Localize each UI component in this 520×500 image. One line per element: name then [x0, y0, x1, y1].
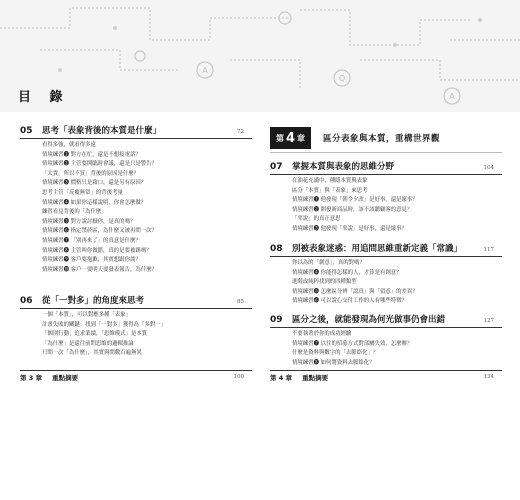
list-item[interactable]: 情境練習❹ 你能得怎樣的人，才算是有創意？ — [292, 269, 402, 276]
section-header — [270, 158, 502, 172]
list-item[interactable]: 不要執著於你的成功經驗 — [292, 331, 352, 337]
list-item[interactable]: 練習看見背後的「為什麼」 — [42, 209, 107, 216]
toc-title: 目 錄 — [18, 90, 70, 105]
list-item[interactable]: 什麼是資料與數字的「去脈絡化」？ — [292, 350, 379, 357]
section-page-number: 104 — [483, 165, 494, 171]
section-item-list — [20, 141, 252, 275]
list-item[interactable]: 情境練習❶ 對方在忙，還是不想接電話？ — [42, 151, 141, 158]
chapter-summary-title: 重點摘要 — [302, 373, 329, 382]
list-item[interactable]: 思考主管「反覆無常」的背後考量 — [42, 189, 123, 196]
section-divider — [20, 308, 252, 309]
chapter-4-heading[interactable] — [270, 126, 440, 150]
toc-section-07 — [270, 158, 502, 235]
list-item[interactable]: 情境練習❻ 指定禁菸區，為什麼又被再問一次？ — [42, 228, 157, 235]
section-header — [20, 292, 252, 306]
list-item[interactable]: 情境練習❿ 客戶⋯要明天要發表報告，為什麼？ — [42, 266, 157, 273]
chapter-title: 區分表象與本質，重構世界觀 — [323, 134, 441, 144]
chapter-3-summary[interactable] — [20, 370, 252, 384]
list-item[interactable]: 情境練習❷ 主管要開臨時會議，還是只是警告？ — [42, 161, 157, 168]
section-divider — [270, 256, 502, 257]
list-item[interactable]: 情境練習❻ 可以說心交付工作的人有哪些特徵？ — [292, 298, 407, 305]
chapter-label: 第 4 章 — [270, 373, 293, 382]
list-item[interactable]: 區分「本質」與「表象」來思考 — [292, 187, 368, 194]
list-item[interactable]: 情境練習❼ 以往的招募方式對部屬失效，怎麼辦？ — [292, 340, 413, 347]
list-item[interactable]: 「辜說」的真正意思 — [292, 216, 341, 223]
section-header — [270, 311, 502, 325]
toc-section-05 — [20, 122, 252, 275]
list-item[interactable]: 情境練習❷ 開發新商品時，該不該聽顧客的意見？ — [292, 206, 413, 213]
list-item[interactable]: 進階或純粹找到的四種類型 — [292, 279, 357, 286]
list-item[interactable]: 「為什麼」是還往前問思維的邏輯推論 — [42, 340, 134, 347]
chapter-label-suffix: 章 — [297, 133, 306, 143]
section-title[interactable]: 別被表象迷惑：用追問思維重新定義「常識」 — [292, 244, 463, 254]
section-divider — [270, 174, 502, 175]
toc-section-08 — [270, 240, 502, 307]
section-title[interactable]: 思考「表象背後的本質是什麼」 — [42, 126, 162, 136]
section-divider — [270, 327, 502, 328]
decorative-path-pattern — [0, 0, 520, 112]
chapter-divider — [270, 370, 502, 371]
chapter-4-badge — [270, 127, 311, 149]
right-page — [270, 112, 502, 382]
section-item-list — [270, 330, 502, 368]
chapter-summary-title: 重點摘要 — [52, 373, 79, 382]
section-item-list — [20, 311, 252, 359]
section-page-number: 117 — [483, 247, 494, 253]
svg-text:A: A — [202, 66, 208, 75]
section-divider — [20, 138, 252, 139]
section-number: 09 — [270, 315, 283, 325]
list-item[interactable]: 情境練習❺ 對方說討厭你，是真的嗎？ — [42, 218, 136, 225]
section-item-list — [270, 259, 502, 307]
section-number: 06 — [20, 296, 33, 306]
list-item[interactable]: 情境練習❶ 他發現「朝令夕改」是好事，還是壞事？ — [292, 197, 418, 204]
list-item[interactable]: 一個「本質」，可以對應多種「表象」 — [42, 312, 131, 318]
section-number: 05 — [20, 126, 33, 136]
section-title[interactable]: 區分之後，就能發現為何光做事仍會出錯 — [292, 315, 446, 325]
section-header — [270, 240, 502, 254]
section-item-list — [270, 177, 502, 235]
toc-section-09 — [270, 311, 502, 368]
chapter-label-prefix: 第 — [276, 133, 284, 143]
section-number: 08 — [270, 244, 283, 254]
list-item[interactable]: 情境練習❾ 客戶要抱歉，其實想跟你談？ — [42, 257, 141, 264]
svg-text:A: A — [449, 92, 455, 101]
list-item[interactable]: 在油花充滿中，種隱本質與表象 — [292, 178, 368, 184]
section-number: 07 — [270, 162, 283, 172]
svg-text:Q: Q — [338, 74, 346, 83]
list-item[interactable]: 情境練習❸ 價格只是藉口，還是另有原因？ — [42, 180, 147, 187]
list-item[interactable]: 你以為的「創意」，真的對嗎？ — [292, 260, 365, 266]
chapter-number: 4 — [286, 130, 296, 146]
list-item[interactable]: 情境練習❺ 怎麼區分辨「認真」與「留意」的差異？ — [292, 288, 418, 295]
toc-section-06 — [20, 292, 252, 359]
section-title[interactable]: 從「一對多」的角度來思考 — [42, 296, 145, 306]
chapter-divider — [270, 152, 502, 153]
list-item[interactable]: 計畫失敗的關鍵：找到「一對多」獲得為「多對一」 — [42, 321, 166, 328]
header-banner — [0, 0, 520, 112]
section-page-number: 85 — [237, 299, 244, 305]
list-item[interactable]: 「個別行動」追求業績，「思維模式」是本質 — [42, 331, 148, 338]
section-page-number: 127 — [483, 318, 494, 324]
chapter-page-number: 100 — [233, 374, 244, 380]
list-item[interactable]: 情境練習❽ 主管叫你做錯，真的是要被踢嗎？ — [42, 247, 152, 254]
chapter-divider — [20, 370, 252, 371]
list-item[interactable]: 「太貴，所以不買」背後的原因是什麼？ — [42, 170, 140, 177]
section-title[interactable]: 掌握本質與表象的思維分野 — [292, 162, 395, 172]
left-page — [20, 112, 252, 382]
section-page-number: 72 — [237, 129, 244, 135]
chapter-label: 第 3 章 — [20, 373, 43, 382]
list-item[interactable]: 情境練習❸ 他發現「辜說」是好事，還是壞事？ — [292, 225, 407, 232]
chapter-4-summary[interactable] — [270, 370, 502, 384]
list-item[interactable]: 情境練習❽ 如何將資料去脈絡化？ — [292, 359, 375, 366]
section-header — [20, 122, 252, 136]
list-item[interactable]: 情境練習❼ 「別再來了」的真意是什麼？ — [42, 237, 141, 244]
list-item[interactable]: 情境練習❹ 如果你這樣說明，你會怎麼做？ — [42, 199, 147, 206]
list-item[interactable]: 只問一次「為什麼」，其實與問數百遍無異 — [42, 350, 142, 357]
list-item[interactable]: 看得多強，就看得多遠 — [42, 142, 96, 148]
chapter-page-number: 134 — [483, 374, 494, 380]
